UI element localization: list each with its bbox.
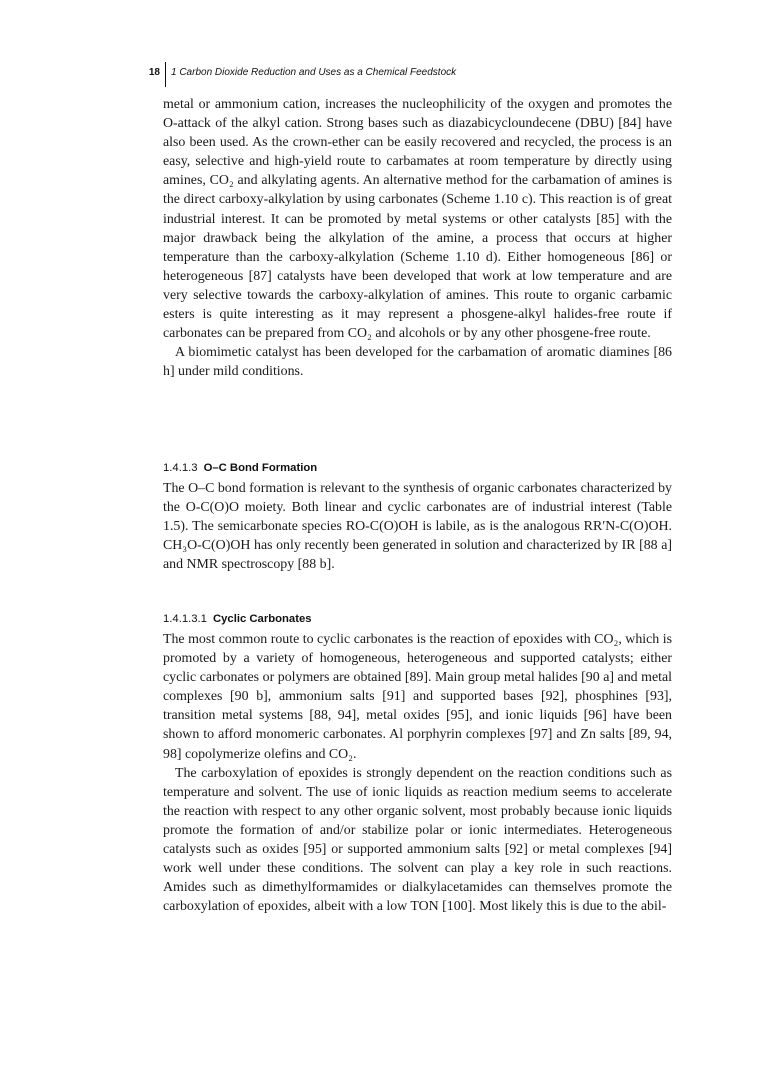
intro-text-block [163, 95, 672, 381]
subsection-heading [163, 613, 672, 625]
paragraph: The O–C bond formation is relevant to the synthesis of organic carbonates characterized by the O-C(O)O moiety. Both linear and cyclic carbonates are of industrial interest (Table 1.5). The semicarbonate species RO-C(O)OH is labile, as is the analogous RR′N-C(O)OH. CH₃O-C(O)OH has only recently been generated in solution and characterized by IR [88 a] and NMR spectroscopy [88 b]. [163, 481, 672, 573]
paragraph: The carboxylation of epoxides is strongly dependent on the reaction conditions such as temperature and solvent. The use of ionic liquids as reaction medium seems to accelerate the reaction with respect to any other organic solvent, most probably because ionic liquids promote the formation of and/or stabilize polar or ionic intermediates. Heterogeneous catalysts such as oxides [95] or supported ammonium salts [92] or metal complexes [94] work well under these conditions. The solvent can play a key role in such reactions. Amides such as dimethylformamides or dialkylacetamides can themselves promote the carboxylation of epoxides, albeit with a low TON [100]. Most likely this is due to the abil- [163, 765, 672, 915]
subsection-title: Cyclic Carbonates [212, 613, 312, 625]
paragraph: A biomimetic catalyst has been developed for the carbamation of aromatic diamines [86 h] under mild conditions. [163, 345, 672, 380]
section-text-block [163, 479, 672, 574]
page-number: 18 [148, 67, 160, 78]
chapter-running-title: 1 Carbon Dioxide Reduction and Uses as a Chemical Feedstock [171, 67, 457, 78]
running-head-divider [165, 62, 166, 87]
paragraph: metal or ammonium cation, increases the nucleophilicity of the oxygen and promotes the O-attack of the alkyl cation. Strong bases such as diazabicycloundecene (DBU) [84] have also been used. As the crown-ether can be easily recovered and recycled, the process is an easy, selective and high-yield route to carbamates at room temperature by directly using amines, CO₂ and alkylating agents. An alternative method for the carbamation of amines is the direct carboxy-alkylation by using carbonates (Scheme 1.10 c). This reaction is of great industrial interest. It can be promoted by metal systems or other catalysts [85] with the major drawback being the alkylation of the amine, a process that occurs at higher temperature than the carboxy-alkylation (Scheme 1.10 d). Either homogeneous [86] or heterogeneous [87] catalysts have been developed that work at low temperature and are very selective towards the carboxy-alkylation of amines. This route to organic carbamic esters is quite interesting as it may represent a phosgene-alkyl halides-free route if carbonates can be prepared from CO₂ and alcohols or by any other phosgene-free route. [163, 97, 672, 342]
subsection-text-block [163, 630, 672, 916]
section-number: 1.4.1.3 [163, 462, 198, 474]
paragraph: The most common route to cyclic carbonates is the reaction of epoxides with CO₂, which is promoted by a variety of homogeneous, heterogeneous and supported catalysts; either cyclic carbonates or polymers are obtained [89]. Main group metal halides [90 a] and metal complexes [90 b], ammonium salts [91] and supported bases [92], phosphines [93], transition metal systems [88, 94], metal oxides [95], and ionic liquids [96] have been shown to afford monomeric carbonates. Al porphyrin complexes [97] and Zn salts [89, 94, 98] copolymerize olefins and CO₂. [163, 632, 672, 762]
running-head [138, 62, 638, 86]
subsection-number: 1.4.1.3.1 [163, 613, 207, 625]
section-title: O–C Bond Formation [203, 462, 318, 474]
section-heading [163, 462, 672, 474]
